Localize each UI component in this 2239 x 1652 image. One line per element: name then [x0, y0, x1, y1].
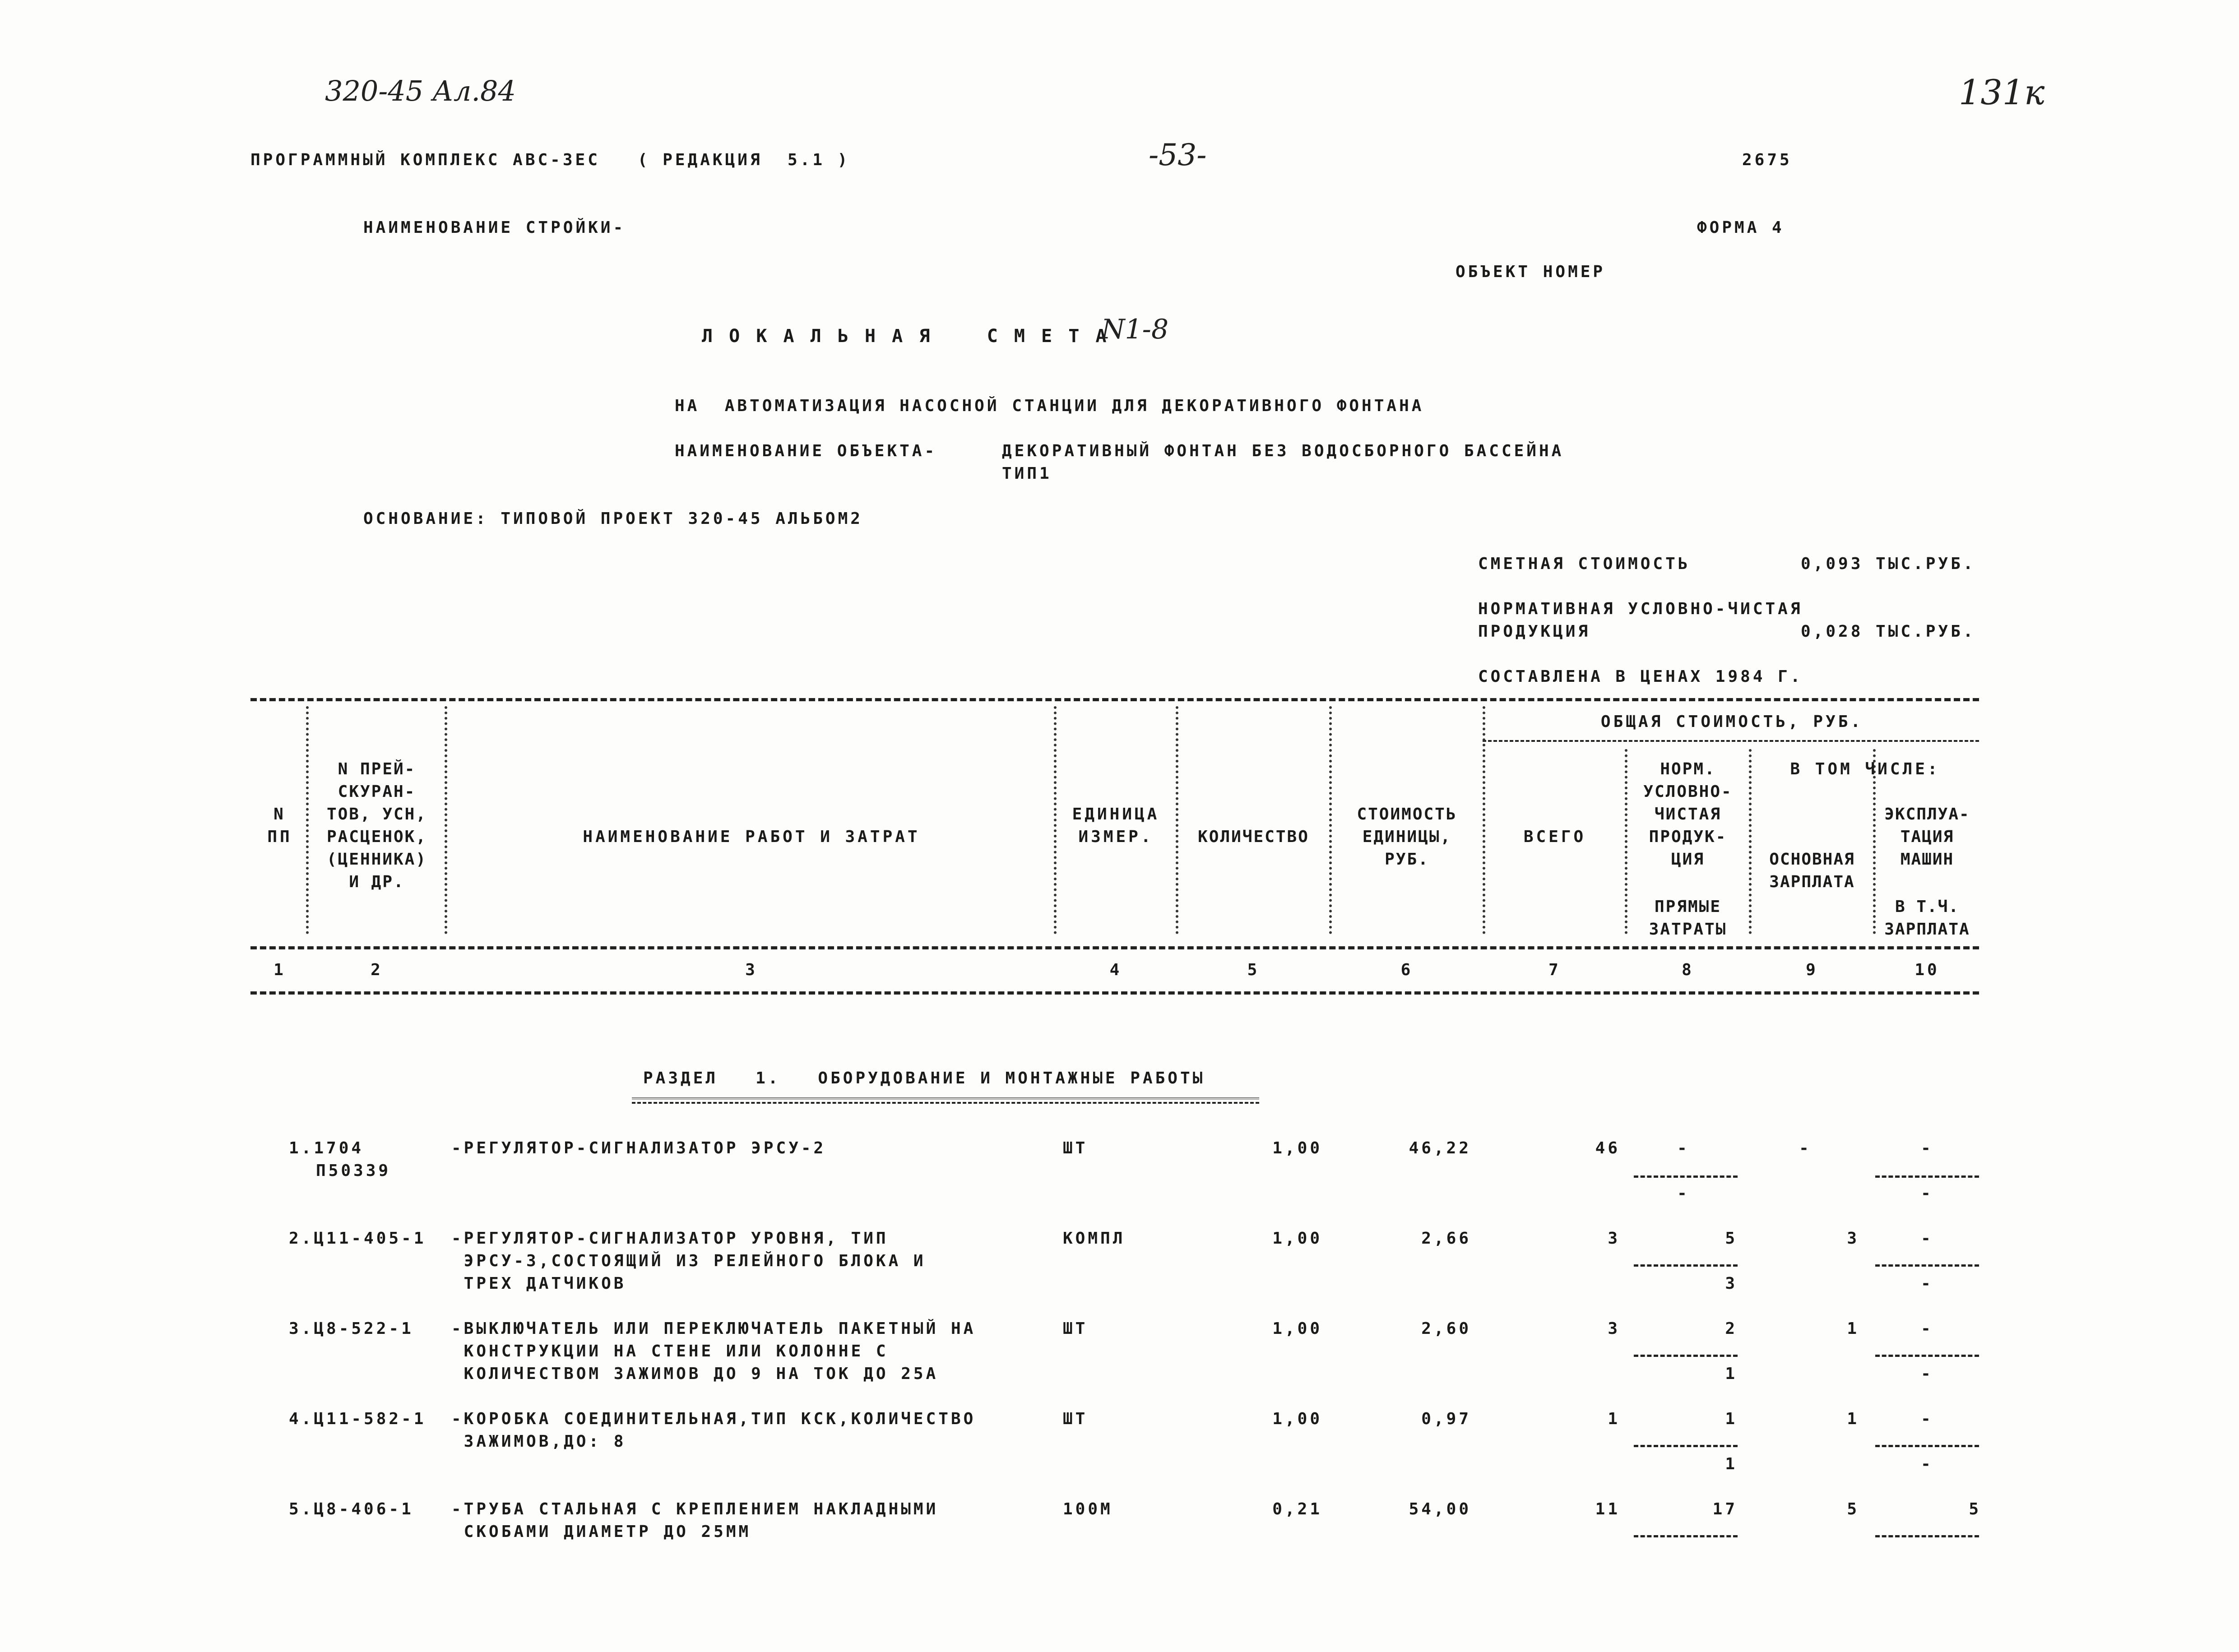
col-number: 8: [1682, 961, 1694, 979]
column-separator: [1483, 706, 1485, 934]
basis-line: ОСНОВАНИЕ: ТИПОВОЙ ПРОЕКТ 320-45 АЛЬБОМ2: [363, 509, 863, 528]
col-header-work-name: НАИМЕНОВАНИЕ РАБОТ И ЗАТРАТ: [583, 828, 920, 846]
handwritten-page-number: -53-: [1149, 138, 1207, 172]
row-normative-output: 2: [1725, 1319, 1738, 1338]
row-cell-divider: [1634, 1445, 1738, 1447]
col-number: 10: [1915, 961, 1940, 979]
row-cell-divider: [1634, 1264, 1738, 1267]
col-header-unit-cost: СТОИМОСТЬ ЕДИНИЦЫ, РУБ.: [1357, 805, 1457, 869]
column-separator: [306, 706, 309, 934]
row-base-wage: 1: [1847, 1319, 1859, 1338]
table-top-rule: [250, 698, 1979, 701]
line-name-label: НАИМЕНОВАНИЕ СТРОЙКИ-: [363, 218, 626, 237]
row-normative-output: -: [1677, 1139, 1690, 1157]
row-code: 5.Ц8-406-1: [289, 1500, 414, 1518]
object-name-value: ДЕКОРАТИВНЫЙ ФОНТАН БЕЗ ВОДОСБОРНОГО БАССЕЙНА: [1002, 442, 1564, 460]
row-cell-divider: [1634, 1535, 1738, 1537]
row-machine-operation: -: [1921, 1319, 1933, 1338]
row-base-wage: -: [1799, 1139, 1812, 1157]
row-code: 2.Ц11-405-1: [289, 1229, 426, 1248]
col-header-including: В ТОМ ЧИСЛЕ:: [1790, 760, 1940, 778]
row-total: 3: [1608, 1319, 1620, 1338]
col-number: 1: [274, 961, 286, 979]
row-normative-output: 1: [1725, 1410, 1738, 1428]
section-underline: [632, 1102, 1259, 1104]
row-direct-costs: -: [1677, 1184, 1690, 1203]
row-cell-divider: [1875, 1445, 1979, 1447]
col-header-total: ВСЕГО: [1523, 828, 1586, 846]
col-number: 5: [1247, 961, 1260, 979]
row-code: 4.Ц11-582-1: [289, 1410, 426, 1428]
row-total: 1: [1608, 1410, 1620, 1428]
row-machine-operation: -: [1921, 1410, 1933, 1428]
row-unit-cost: 46,22: [1409, 1139, 1471, 1157]
row-machine-wage: -: [1921, 1274, 1933, 1293]
header-bottom-rule: [250, 946, 1979, 949]
row-total: 11: [1595, 1500, 1620, 1518]
row-machine-wage: -: [1921, 1365, 1933, 1383]
row-quantity: 1,00: [1272, 1319, 1322, 1338]
row-normative-output: 17: [1712, 1500, 1738, 1518]
row-normative-output: 5: [1725, 1229, 1738, 1248]
row-total: 3: [1608, 1229, 1620, 1248]
row-unit: ШТ: [1063, 1410, 1088, 1428]
row-unit-cost: 2,60: [1421, 1319, 1471, 1338]
row-machine-operation: 5: [1969, 1500, 1981, 1518]
row-direct-costs: 1: [1725, 1455, 1738, 1473]
col-number: 7: [1548, 961, 1561, 979]
row-base-wage: 5: [1847, 1500, 1859, 1518]
row-work-name: -РЕГУЛЯТОР-СИГНАЛИЗАТОР ЭРСУ-2: [451, 1139, 826, 1157]
col-header-machine-wage: В Т.Ч. ЗАРПЛАТА: [1884, 898, 1970, 939]
handwritten-estimate-number: N1-8: [1101, 314, 1169, 345]
document-code: 2675: [1742, 151, 1792, 169]
section-title: РАЗДЕЛ 1. ОБОРУДОВАНИЕ И МОНТАЖНЫЕ РАБОТЫ: [643, 1069, 1205, 1087]
col-header-normative-output: НОРМ. УСЛОВНО- ЧИСТАЯ ПРОДУК- ЦИЯ: [1643, 760, 1733, 869]
row-cell-divider: [1634, 1355, 1738, 1357]
row-unit: КОМПЛ: [1063, 1229, 1126, 1248]
handwritten-archive-note: 320-45 Ал.84: [325, 74, 516, 107]
col-number: 4: [1109, 961, 1122, 979]
normative-output-label: НОРМАТИВНАЯ УСЛОВНО-ЧИСТАЯ: [1478, 600, 1803, 618]
estimate-purpose: НА АВТОМАТИЗАЦИЯ НАСОСНОЙ СТАНЦИИ ДЛЯ ДЕКОРАТИВНОГО ФОНТАНА: [675, 397, 1424, 415]
row-cell-divider: [1634, 1175, 1738, 1178]
row-cell-divider: [1875, 1264, 1979, 1267]
estimated-cost-label: СМЕТНАЯ СТОИМОСТЬ: [1478, 555, 1691, 573]
total-group-rule: [1483, 740, 1979, 742]
column-separator: [445, 706, 447, 934]
row-machine-wage: -: [1921, 1455, 1933, 1473]
col-number: 3: [745, 961, 758, 979]
row-machine-operation: -: [1921, 1139, 1933, 1157]
handwritten-sheet-number: 131к: [1959, 72, 2045, 112]
document-title: Л О К А Л Ь Н А Я С М Е Т А: [702, 326, 1109, 347]
row-base-wage: 3: [1847, 1229, 1859, 1248]
col-header-machine-operation: ЭКСПЛУА- ТАЦИЯ МАШИН: [1884, 805, 1970, 869]
col-header-base-wage: ОСНОВНАЯ ЗАРПЛАТА: [1769, 850, 1855, 891]
row-quantity: 0,21: [1272, 1500, 1322, 1518]
row-quantity: 1,00: [1272, 1139, 1322, 1157]
row-cell-divider: [1875, 1355, 1979, 1357]
col-header-total-group: ОБЩАЯ СТОИМОСТЬ, РУБ.: [1600, 713, 1864, 731]
col-number: 6: [1400, 961, 1414, 979]
estimated-cost-value: 0,093 ТЫС.РУБ.: [1801, 555, 1976, 573]
normative-output-label-cont: ПРОДУКЦИЯ: [1478, 622, 1591, 641]
column-number-rule: [250, 991, 1979, 995]
row-code-secondary: П50339: [316, 1161, 391, 1180]
row-quantity: 1,00: [1272, 1410, 1322, 1428]
row-work-name: -КОРОБКА СОЕДИНИТЕЛЬНАЯ,ТИП КСК,КОЛИЧЕСТВО ЗАЖИМОВ,ДО: 8: [451, 1410, 976, 1451]
row-machine-wage: -: [1921, 1184, 1933, 1203]
row-work-name: -ВЫКЛЮЧАТЕЛЬ ИЛИ ПЕРЕКЛЮЧАТЕЛЬ ПАКЕТНЫЙ НА КОНСТРУКЦИИ НА СТЕНЕ ИЛИ КОЛОННЕ С КОЛИЧЕСТВОМ ЗАЖИМОВ ДО 9 НА ТОК ДО 25А: [451, 1319, 976, 1383]
row-code: 1.1704: [289, 1139, 364, 1157]
price-basis: СОСТАВЛЕНА В ЦЕНАХ 1984 Г.: [1478, 667, 1803, 686]
col-header-unit: ЕДИНИЦА ИЗМЕР.: [1072, 805, 1160, 846]
row-unit-cost: 2,66: [1421, 1229, 1471, 1248]
col-number: 9: [1806, 961, 1818, 979]
normative-output-value: 0,028 ТЫС.РУБ.: [1801, 622, 1976, 641]
col-header-quantity: КОЛИЧЕСТВО: [1198, 828, 1309, 846]
row-direct-costs: 1: [1725, 1365, 1738, 1383]
object-name-value-cont: ТИП1: [1002, 464, 1052, 483]
row-unit: ШТ: [1063, 1139, 1088, 1157]
row-work-name: -ТРУБА СТАЛЬНАЯ С КРЕПЛЕНИЕМ НАКЛАДНЫМИ СКОБАМИ ДИАМЕТР ДО 25ММ: [451, 1500, 939, 1541]
row-unit: ШТ: [1063, 1319, 1088, 1338]
col-header-number: N ПП: [267, 805, 292, 846]
col-header-price-list: N ПРЕЙ- СКУРАН- ТОВ, УСН, РАСЦЕНОК, (ЦЕННИКА) И ДР.: [326, 760, 427, 891]
col-number: 2: [371, 961, 383, 979]
section-underline: [632, 1097, 1259, 1099]
form-label: ФОРМА 4: [1697, 218, 1785, 237]
row-code: 3.Ц8-522-1: [289, 1319, 414, 1338]
row-work-name: -РЕГУЛЯТОР-СИГНАЛИЗАТОР УРОВНЯ, ТИП ЭРСУ-3,СОСТОЯЩИЙ ИЗ РЕЛЕЙНОГО БЛОКА И ТРЕХ ДАТЧИКОВ: [451, 1229, 926, 1293]
program-header: ПРОГРАММНЫЙ КОМПЛЕКС АВС-3ЕС ( РЕДАКЦИЯ 5.1 ): [250, 151, 850, 169]
col-header-direct-costs: ПРЯМЫЕ ЗАТРАТЫ: [1649, 898, 1727, 939]
row-quantity: 1,00: [1272, 1229, 1322, 1248]
object-name-label: НАИМЕНОВАНИЕ ОБЪЕКТА-: [675, 442, 937, 460]
row-base-wage: 1: [1847, 1410, 1859, 1428]
row-direct-costs: 3: [1725, 1274, 1738, 1293]
row-machine-operation: -: [1921, 1229, 1933, 1248]
object-number-label: ОБЪЕКТ НОМЕР: [1456, 263, 1606, 281]
row-cell-divider: [1875, 1535, 1979, 1537]
row-unit-cost: 54,00: [1409, 1500, 1471, 1518]
column-separator: [1176, 706, 1178, 934]
row-unit-cost: 0,97: [1421, 1410, 1471, 1428]
row-cell-divider: [1875, 1175, 1979, 1178]
row-total: 46: [1595, 1139, 1620, 1157]
row-unit: 100М: [1063, 1500, 1113, 1518]
